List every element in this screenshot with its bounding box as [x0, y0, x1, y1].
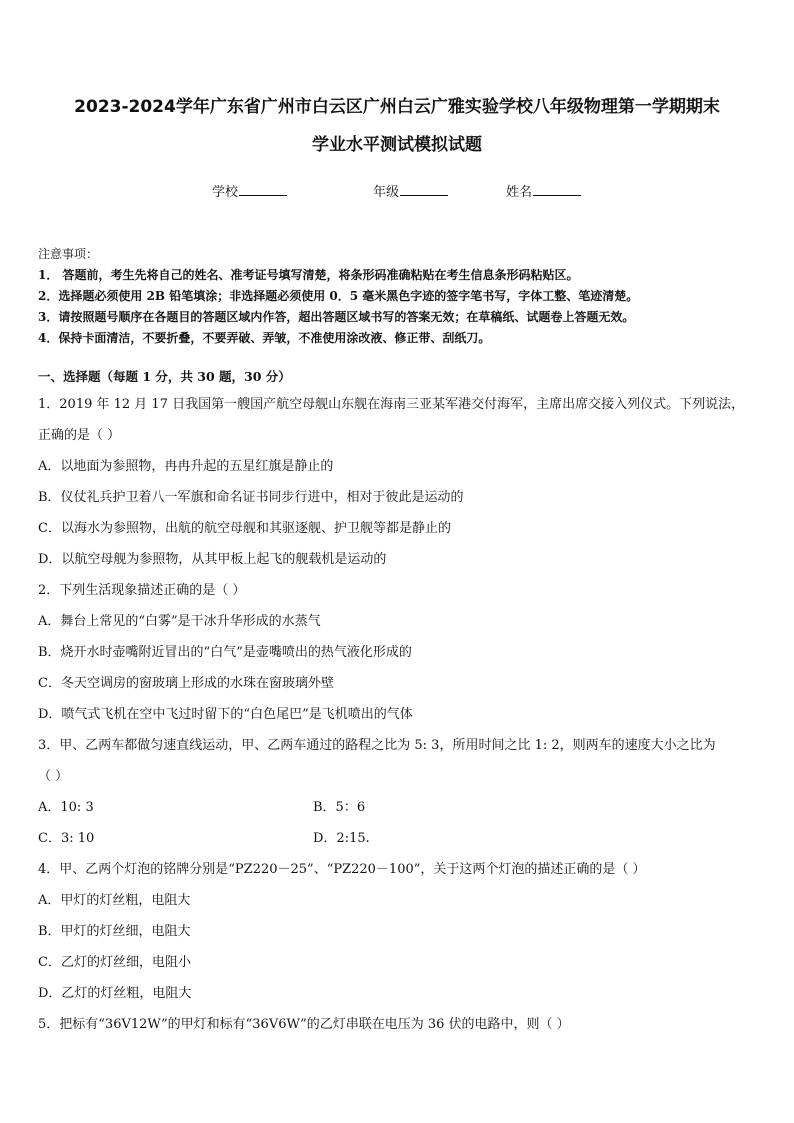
option-d: D．喷气式飞机在空中飞过时留下的“白色尾巴”是飞机喷出的气体 — [38, 707, 413, 722]
option-b: B．烧开水时壶嘴附近冒出的“白气”是壶嘴喷出的热气液化形成的 — [38, 645, 412, 660]
grade-field[interactable] — [373, 181, 448, 200]
question-1 — [38, 392, 766, 578]
note-item: 1． 答题前，考生先将自己的姓名、准考证号填写清楚，将条形码准确粘贴在考生信息条形码粘贴区。 — [38, 268, 579, 282]
question-stem: 1．2019 年 12 月 17 日我国第一艘国产航空母舰山东舰在海南三亚某军港交付海军，主席出席交接入列仪式。下列说法， — [38, 397, 745, 412]
question-4 — [38, 857, 766, 1012]
note-item: 4．保持卡面清洁，不要折叠，不要弄破、弄皱，不准使用涂改液、修正带、刮纸刀。 — [38, 331, 491, 345]
option-a: A．以地面为参照物，冉冉升起的五星红旗是静止的 — [38, 459, 334, 474]
option-d: D．以航空母舰为参照物，从其甲板上起飞的舰载机是运动的 — [38, 552, 387, 567]
option-row — [38, 795, 766, 826]
question-stem: 4．甲、乙两个灯泡的铭牌分别是“PZ220－25”、“PZ220－100”，关于这两个灯泡的描述正确的是（ ） — [38, 862, 646, 877]
section-heading: 一、选择题（每题 1 分，共 30 题，30 分） — [38, 369, 291, 384]
question-stem: 5．把标有“36V12W”的甲灯和标有“36V6W”的乙灯串联在电压为 36 伏的电路中，则（ ） — [38, 1017, 570, 1032]
option-a: A．10: 3 — [38, 800, 94, 815]
question-stem: （ ） — [38, 769, 69, 784]
option-a: A．舞台上常见的“白雾”是干冰升华形成的水蒸气 — [38, 614, 321, 629]
school-label: 学校 — [212, 185, 239, 200]
option-b: B．5：6 — [313, 800, 366, 815]
option-a: A．甲灯的灯丝粗，电阻大 — [38, 893, 191, 908]
option-c: C．3: 10 — [38, 831, 95, 846]
option-c: C．冬天空调房的窗玻璃上形成的水珠在窗玻璃外壁 — [38, 676, 334, 691]
questions-list — [38, 392, 766, 1043]
option-b: B．甲灯的灯丝细，电阻大 — [38, 924, 191, 939]
name-field[interactable] — [506, 181, 581, 200]
name-blank[interactable] — [533, 183, 581, 196]
grade-label: 年级 — [373, 185, 400, 200]
option-d: D．2:15. — [313, 831, 370, 846]
question-stem: 正确的是（ ） — [38, 428, 121, 443]
question-2 — [38, 578, 766, 733]
notes-heading: 注意事项： — [38, 247, 99, 261]
option-row — [38, 826, 766, 857]
question-3 — [38, 733, 766, 857]
notes-block — [38, 244, 768, 349]
question-stem: 3．甲、乙两车都做匀速直线运动，甲、乙两车通过的路程之比为 5: 3，所用时间之比 1: 2，则两车的速度大小之比为 — [38, 738, 716, 753]
option-c: C．乙灯的灯丝细，电阻小 — [38, 955, 191, 970]
exam-title-line-2: 学业水平测试模拟试题 — [312, 135, 482, 155]
option-b: B．仪仗礼兵护卫着八一军旗和命名证书同步行进中，相对于彼此是运动的 — [38, 490, 464, 505]
option-d: D．乙灯的灯丝粗，电阻大 — [38, 986, 192, 1001]
question-5 — [38, 1012, 766, 1043]
note-item: 2．选择题必须使用 2B 铅笔填涂；非选择题必须使用 0．5 毫米黑色字迹的签字笔书写，字体工整、笔迹清楚。 — [38, 289, 639, 303]
question-stem: 2．下列生活现象描述正确的是（ ） — [38, 583, 246, 598]
school-blank[interactable] — [239, 183, 287, 196]
note-item: 3．请按照题号顺序在各题目的答题区域内作答，超出答题区域书写的答案无效；在草稿纸、试题卷上答题无效。 — [38, 310, 635, 324]
name-label: 姓名 — [506, 185, 533, 200]
option-c: C．以海水为参照物，出航的航空母舰和其驱逐舰、护卫舰等都是静止的 — [38, 521, 451, 536]
exam-title-line-1: 2023-2024学年广东省广州市白云区广州白云广雅实验学校八年级物理第一学期期末 — [74, 97, 720, 117]
school-field[interactable] — [212, 181, 287, 200]
grade-blank[interactable] — [400, 183, 448, 196]
